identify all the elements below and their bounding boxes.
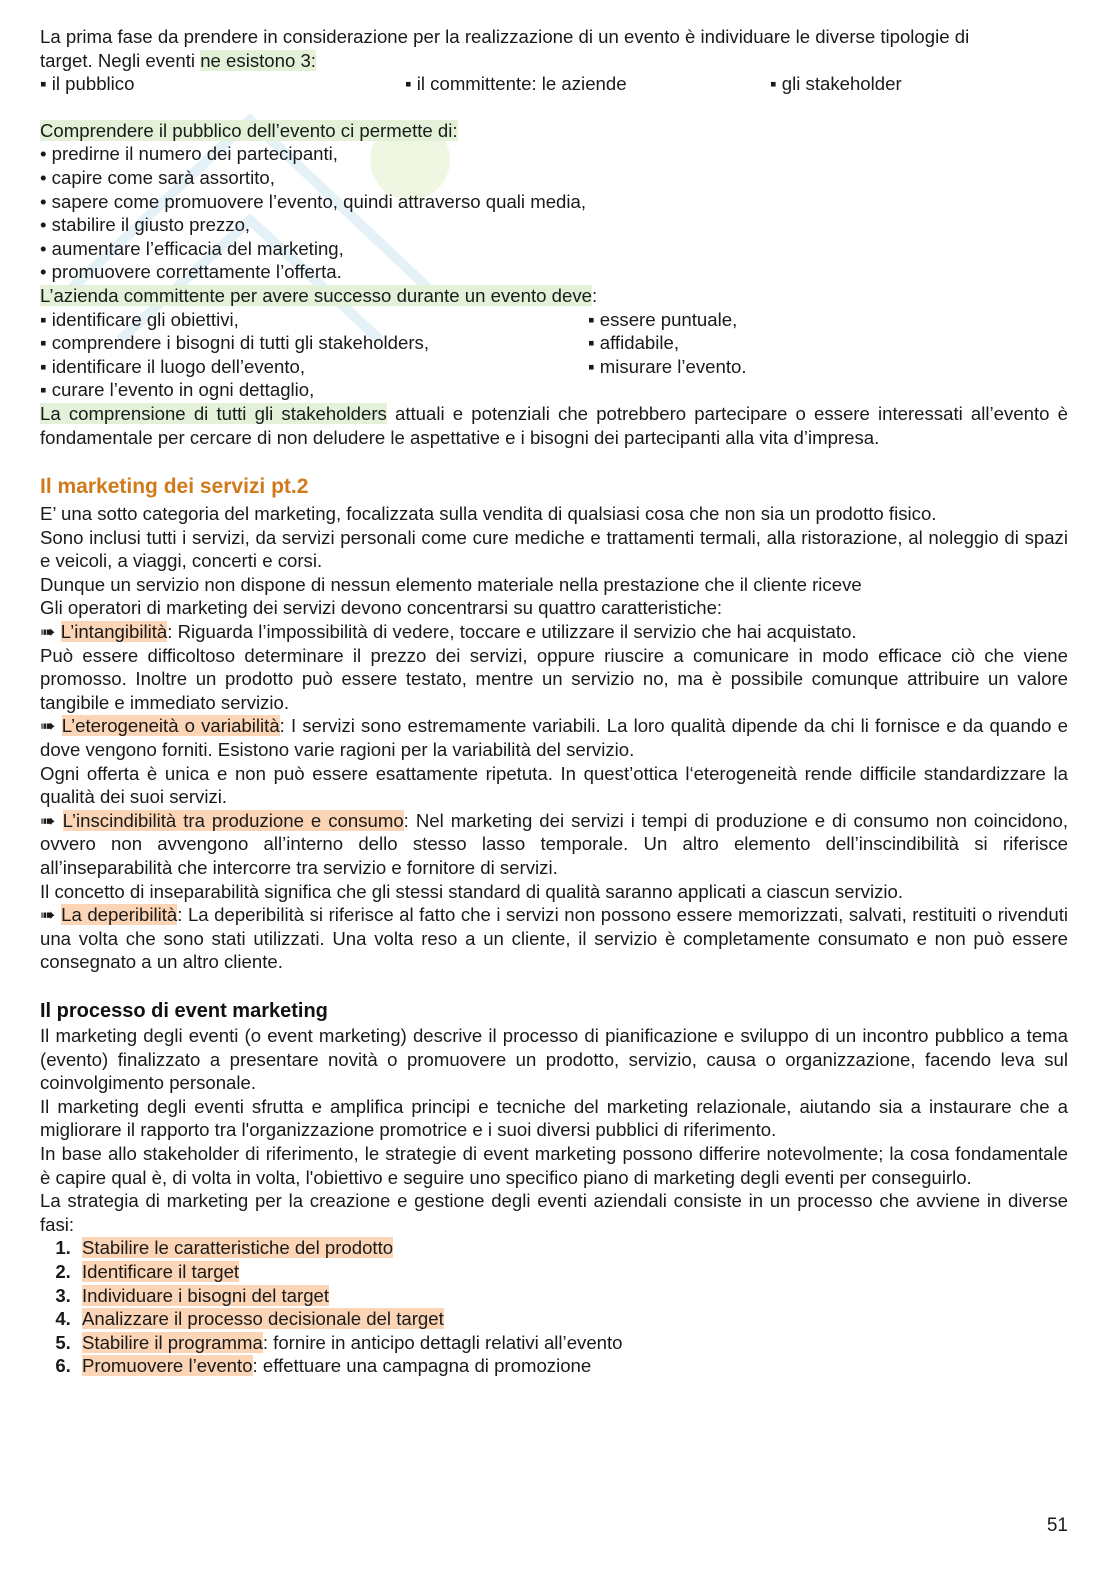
list-item: ▪ comprendere i bisogni di tutti gli stakeholders,	[40, 332, 429, 354]
target-item: ▪ il pubblico	[40, 73, 135, 95]
azienda-heading: L’azienda committente per avere successo durante un evento deve:	[40, 284, 598, 306]
list-item: ▪ identificare gli obiettivi,	[40, 308, 239, 330]
section-title-servizi: Il marketing dei servizi pt.2	[40, 475, 309, 499]
paragraph: In base allo stakeholder di riferimento, le strategie di event marketing possono differire notevolmente; la cosa fondamentale è capire qual è, di volta in volta, l'obiettivo e seguire uno specifico piano di marketing degli eventi per conseguirlo.	[40, 1142, 1068, 1188]
azienda-left-list	[40, 308, 588, 402]
arrow-icon: ➠	[40, 715, 56, 737]
list-item: ▪ misurare l’evento.	[588, 355, 747, 377]
section-title-event: Il processo di event marketing	[40, 999, 328, 1022]
bullet-item: • sapere come promuovere l’evento, quindi attraverso quali media,	[40, 190, 587, 212]
paragraph: Può essere difficoltoso determinare il prezzo dei servizi, oppure riuscire a comunicare in modo efficace ciò che viene promosso. Inoltre un prodotto può essere testato, mentre un servizio no, ma è possibile comunque attribuire un valore tangibile e immediato servizio.	[40, 644, 1068, 713]
list-item: ▪ essere puntuale,	[588, 308, 738, 330]
list-item: 2. Identificare il target	[76, 1260, 1068, 1284]
page-number: 51	[1046, 1515, 1068, 1536]
paragraph: Il marketing degli eventi (o event marketing) descrive il processo di pianificazione e sviluppo di un incontro pubblico a tema (evento) finalizzato a presentare novità o promuovere un prodotto, servizio, causa o organizzazione, facendo leva sul coinvolgimento personale.	[40, 1024, 1068, 1094]
characteristic-eterogeneita: ➠ L’eterogeneità o variabilità: I servizi sono estremamente variabili. La loro qualità dipende da chi li fornisce e da quando e dove vengono forniti. Esistono varie ragioni per la variabilità del servizio.	[40, 715, 1068, 761]
arrow-icon: ➠	[40, 621, 56, 643]
bullet-item: • stabilire il giusto prezzo,	[40, 214, 251, 236]
paragraph: Dunque un servizio non dispone di nessun elemento materiale nella prestazione che il cliente riceve	[40, 573, 862, 595]
azienda-lists	[40, 308, 1068, 402]
paragraph: Ogni offerta è unica e non può essere esattamente ripetuta. In quest’ottica l‘eterogeneità rende difficile standardizzare la qualità dei suoi servizi.	[40, 762, 1068, 808]
paragraph: E’ una sotto categoria del marketing, focalizzata sulla vendita di qualsiasi cosa che non sia un prodotto fisico.	[40, 503, 937, 525]
paragraph: La strategia di marketing per la creazione e gestione degli eventi aziendali consiste in un processo che avviene in diverse fasi:	[40, 1190, 1068, 1235]
intro-line-1: La prima fase da prendere in considerazione per la realizzazione di un evento è individuare le diverse tipologie di	[40, 26, 970, 47]
list-item: ▪ curare l’evento in ogni dettaglio,	[40, 379, 315, 401]
list-item: 5. Stabilire il programma: fornire in anticipo dettagli relativi all’evento	[76, 1331, 1068, 1355]
paragraph: Il marketing degli eventi sfrutta e amplifica principi e tecniche del marketing relazionale, aiutando sia a instaurare che a migliorare il rapporto tra l'organizzazione promotrice e i suoi diversi pubblici di riferimento.	[40, 1095, 1068, 1141]
paragraph: Gli operatori di marketing dei servizi devono concentrarsi su quattro caratteristiche:	[40, 597, 723, 619]
list-item: 3. Individuare i bisogni del target	[76, 1284, 1068, 1308]
arrow-icon: ➠	[40, 904, 56, 926]
bullet-item: • promuovere correttamente l’offerta.	[40, 261, 342, 283]
target-item: ▪ il committente: le aziende	[405, 73, 627, 95]
pubblico-heading: Comprendere il pubblico dell’evento ci permette di:	[40, 119, 458, 141]
characteristic-intangibilita: ➠ L’intangibilità: Riguarda l’impossibilità di vedere, toccare e utilizzare il servizio che hai acquistato.	[40, 621, 857, 643]
stakeholders-paragraph: La comprensione di tutti gli stakeholders attuali e potenziali che potrebbero partecipare o essere interessati all’evento è fondamentale per cercare di non deludere le aspettative e i bisogni dei partecipanti alla vita d’impresa.	[40, 402, 1069, 448]
event-steps-list	[40, 1236, 1068, 1378]
characteristic-deperibilita: ➠ La deperibilità: La deperibilità si riferisce al fatto che i servizi non possono essere memorizzati, salvati, restituiti o rivenduti una volta che sono stati utilizzati. Una volta reso a un cliente, il servizio è completamente consumato e non può essere consegnato a un altro cliente.	[40, 904, 1068, 973]
list-item: 1. Stabilire le caratteristiche del prodotto	[76, 1236, 1068, 1260]
intro-line-2: target. Negli eventi ne esistono 3:	[40, 49, 316, 71]
paragraph: Sono inclusi tutti i servizi, da servizi personali come cure mediche e trattamenti termali, alla ristorazione, al noleggio di spazi e veicoli, a viaggi, concerti e corsi.	[40, 526, 1068, 572]
characteristic-inscindibilita: ➠ L’inscindibilità tra produzione e consumo: Nel marketing dei servizi i tempi di produzione e di consumo non coincidono, ovvero non avvengono all’interno dello stesso lasso temporale. Un altro elemento dell’inscindibilità si riferisce all’inseparabilità che intercorre tra servizio e fornitore di servizi.	[40, 809, 1068, 878]
highlight: ne esistono 3:	[200, 49, 316, 71]
list-item: ▪ identificare il luogo dell’evento,	[40, 355, 305, 377]
bullet-item: • aumentare l’efficacia del marketing,	[40, 237, 344, 259]
list-item: ▪ affidabile,	[588, 332, 680, 354]
paragraph: Il concetto di inseparabilità significa che gli stessi standard di qualità saranno applicati a ciascun servizio.	[40, 880, 904, 902]
bullet-item: • capire come sarà assortito,	[40, 166, 275, 188]
azienda-right-list	[588, 308, 747, 402]
target-types	[40, 72, 1068, 96]
bullet-item: • predirne il numero dei partecipanti,	[40, 143, 338, 165]
list-item: 4. Analizzare il processo decisionale del target	[76, 1307, 1068, 1331]
target-item: ▪ gli stakeholder	[770, 73, 902, 95]
list-item: 6. Promuovere l’evento: effettuare una campagna di promozione	[76, 1354, 1068, 1378]
document-page	[40, 25, 1068, 1378]
arrow-icon: ➠	[40, 809, 56, 831]
